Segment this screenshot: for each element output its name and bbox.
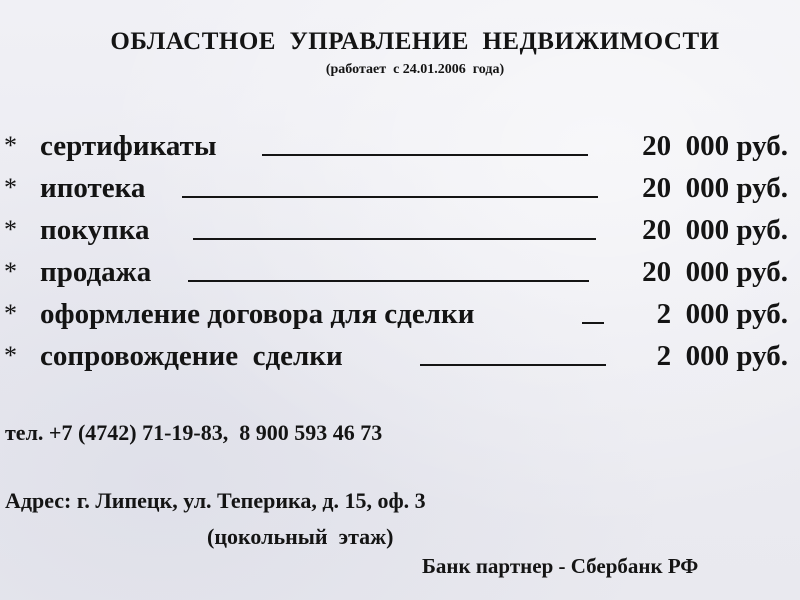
service-name: ипотека bbox=[40, 172, 146, 204]
fill-underline bbox=[582, 322, 604, 324]
fill-underline bbox=[420, 364, 606, 366]
bullet-asterisk: * bbox=[4, 173, 17, 202]
service-price: 20 000 руб. bbox=[642, 130, 788, 162]
bullet-asterisk: * bbox=[4, 299, 17, 328]
fill-underline bbox=[188, 280, 589, 282]
service-row-sale bbox=[0, 252, 800, 292]
service-row-contract bbox=[0, 294, 800, 334]
phone-line: тел. +7 (4742) 71-19-83, 8 900 593 46 73 bbox=[5, 420, 383, 445]
page-subtitle: (работает с 24.01.2006 года) bbox=[325, 62, 505, 77]
service-name: сопровождение сделки bbox=[40, 340, 343, 372]
service-price: 20 000 руб. bbox=[642, 256, 788, 288]
service-price: 20 000 руб. bbox=[642, 172, 788, 204]
service-name: продажа bbox=[40, 256, 152, 288]
fill-underline bbox=[262, 154, 588, 156]
service-row-certificates bbox=[0, 126, 800, 166]
bullet-asterisk: * bbox=[4, 131, 17, 160]
bullet-asterisk: * bbox=[4, 341, 17, 370]
fill-underline bbox=[182, 196, 598, 198]
bullet-asterisk: * bbox=[4, 257, 17, 286]
bullet-asterisk: * bbox=[4, 215, 17, 244]
service-row-purchase bbox=[0, 210, 800, 250]
service-name: сертификаты bbox=[40, 130, 217, 162]
service-name: покупка bbox=[40, 214, 150, 246]
address-line: Адрес: г. Липецк, ул. Теперика, д. 15, оф. 3 bbox=[5, 488, 426, 513]
page-title: ОБЛАСТНОЕ УПРАВЛЕНИЕ НЕДВИЖИМОСТИ bbox=[110, 28, 720, 55]
service-price: 2 000 руб. bbox=[656, 340, 788, 372]
service-name: оформление договора для сделки bbox=[40, 298, 475, 330]
partner-bank: Банк партнер - Сбербанк РФ bbox=[422, 554, 699, 578]
service-price: 2 000 руб. bbox=[656, 298, 788, 330]
service-row-mortgage bbox=[0, 168, 800, 208]
service-price: 20 000 руб. bbox=[642, 214, 788, 246]
floor-note: (цокольный этаж) bbox=[207, 524, 394, 549]
service-row-support bbox=[0, 336, 800, 376]
fill-underline bbox=[193, 238, 596, 240]
